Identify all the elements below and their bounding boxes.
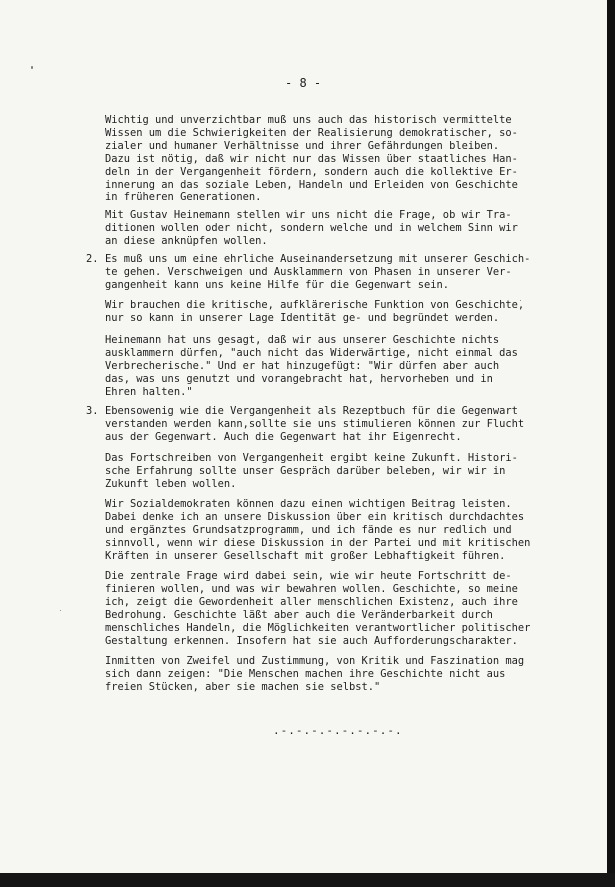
paragraph-heinemann-quote: Heinemann hat uns gesagt, daß wir aus unserer Geschichte nichts ausklammern dürfen, "auch nicht das Widerwärtige, nicht einmal das Verbrecherische." Und er hat hinzugefügt: "Wir dürfen aber auch das, was uns genutzt und vorangebracht hat, hervorheben und in Ehren halten." [105,334,518,398]
paragraph-heinemann-traditions: Mit Gustav Heinemann stellen wir uns nicht die Frage, ob wir Tra- ditionen wollen oder nicht, sondern welche und in welchem Sinn wir an diese anknüpfen wollen. [105,209,518,247]
paragraph-honest-confrontation: Es muß uns um eine ehrliche Auseinandersetzung mit unserer Geschich- te gehen. Verschweigen und Ausklammern von Phasen in unserer Ver- gangenheit kann uns keine Hilfe für die Gegenwart sein. [105,253,531,291]
paragraph-social-democrats: Wir Sozialdemokraten können dazu einen wichtigen Beitrag leisten. Dabei denke ich an unsere Diskussion über ein kritisch durchdachtes und ergänztes Grundsatzprogramm, und ich fände es nur redlich und sinnvoll, wenn wir diese Diskussion in der Partei und mit kritischen Kräften in unserer Gesellschaft mit großer Lebhaftigkeit führen. [105,498,531,562]
item-number-3: 3. [86,405,99,417]
page-number: - 8 - [285,76,322,90]
paragraph-present-right: Ebensowenig wie die Vergangenheit als Rezeptbuch für die Gegenwart verstanden werden kann,sollte sie uns stimulieren können zur Flucht aus der Gegenwart. Auch die Gegenwart hat ihr Eigenrecht. [105,405,525,443]
scan-speck [31,66,33,69]
paragraph-no-future: Das Fortschreiben von Vergangenheit ergibt keine Zukunft. Histori- sche Erfahrung sollte unser Gespräch darüber beleben, wir wir in Zukunft leben wollen. [105,452,518,490]
scan-border-bottom [0,873,615,887]
paragraph-historical-knowledge: Wichtig und unverzichtbar muß uns auch das historisch vermittelte Wissen um die Schwierigkeiten der Realisierung demokratischer, so- zialer und humaner Verhältnisse und ihrer Gefährdungen bleiben. Dazu ist nötig, daß wir nicht nur das Wissen über staatliches Han- deln in der Vergangenheit fördern, sondern auch die kollektive Er- innerung an das soziale Leben, Handeln und Erleiden von Geschichte in früheren Generationen. [105,114,518,204]
closing-mark: .-.-.-.-.-.-.-.-. [273,724,403,737]
scan-speck [60,610,61,611]
scan-border-right [607,0,615,887]
item-number-2: 2. [86,253,99,265]
paragraph-central-question: Die zentrale Frage wird dabei sein, wie wir heute Fortschritt de- finieren wollen, und was wir bewahren wollen. Geschichte, so meine ich, zeigt die Gewordenheit aller menschlichen Existenz, auch ihre Bedrohung. Geschichte läßt aber auch die Veränderbarkeit durch menschliches Handeln, die Möglichkeiten verantwortlicher politischer Gestaltung erkennen. Insofern hat sie auch Aufforderungscharakter. [105,570,531,647]
paragraph-critical-function: Wir brauchen die kritische, aufklärerische Funktion von Geschichte, nur so kann in unserer Lage Identität ge- und begründet werden. [105,299,525,324]
paragraph-closing-quote: Inmitten von Zweifel und Zustimmung, von Kritik und Faszination mag sich dann zeigen: "Die Menschen machen ihre Geschichte nicht aus freien Stücken, aber sie machen sie selbst." [105,655,525,693]
